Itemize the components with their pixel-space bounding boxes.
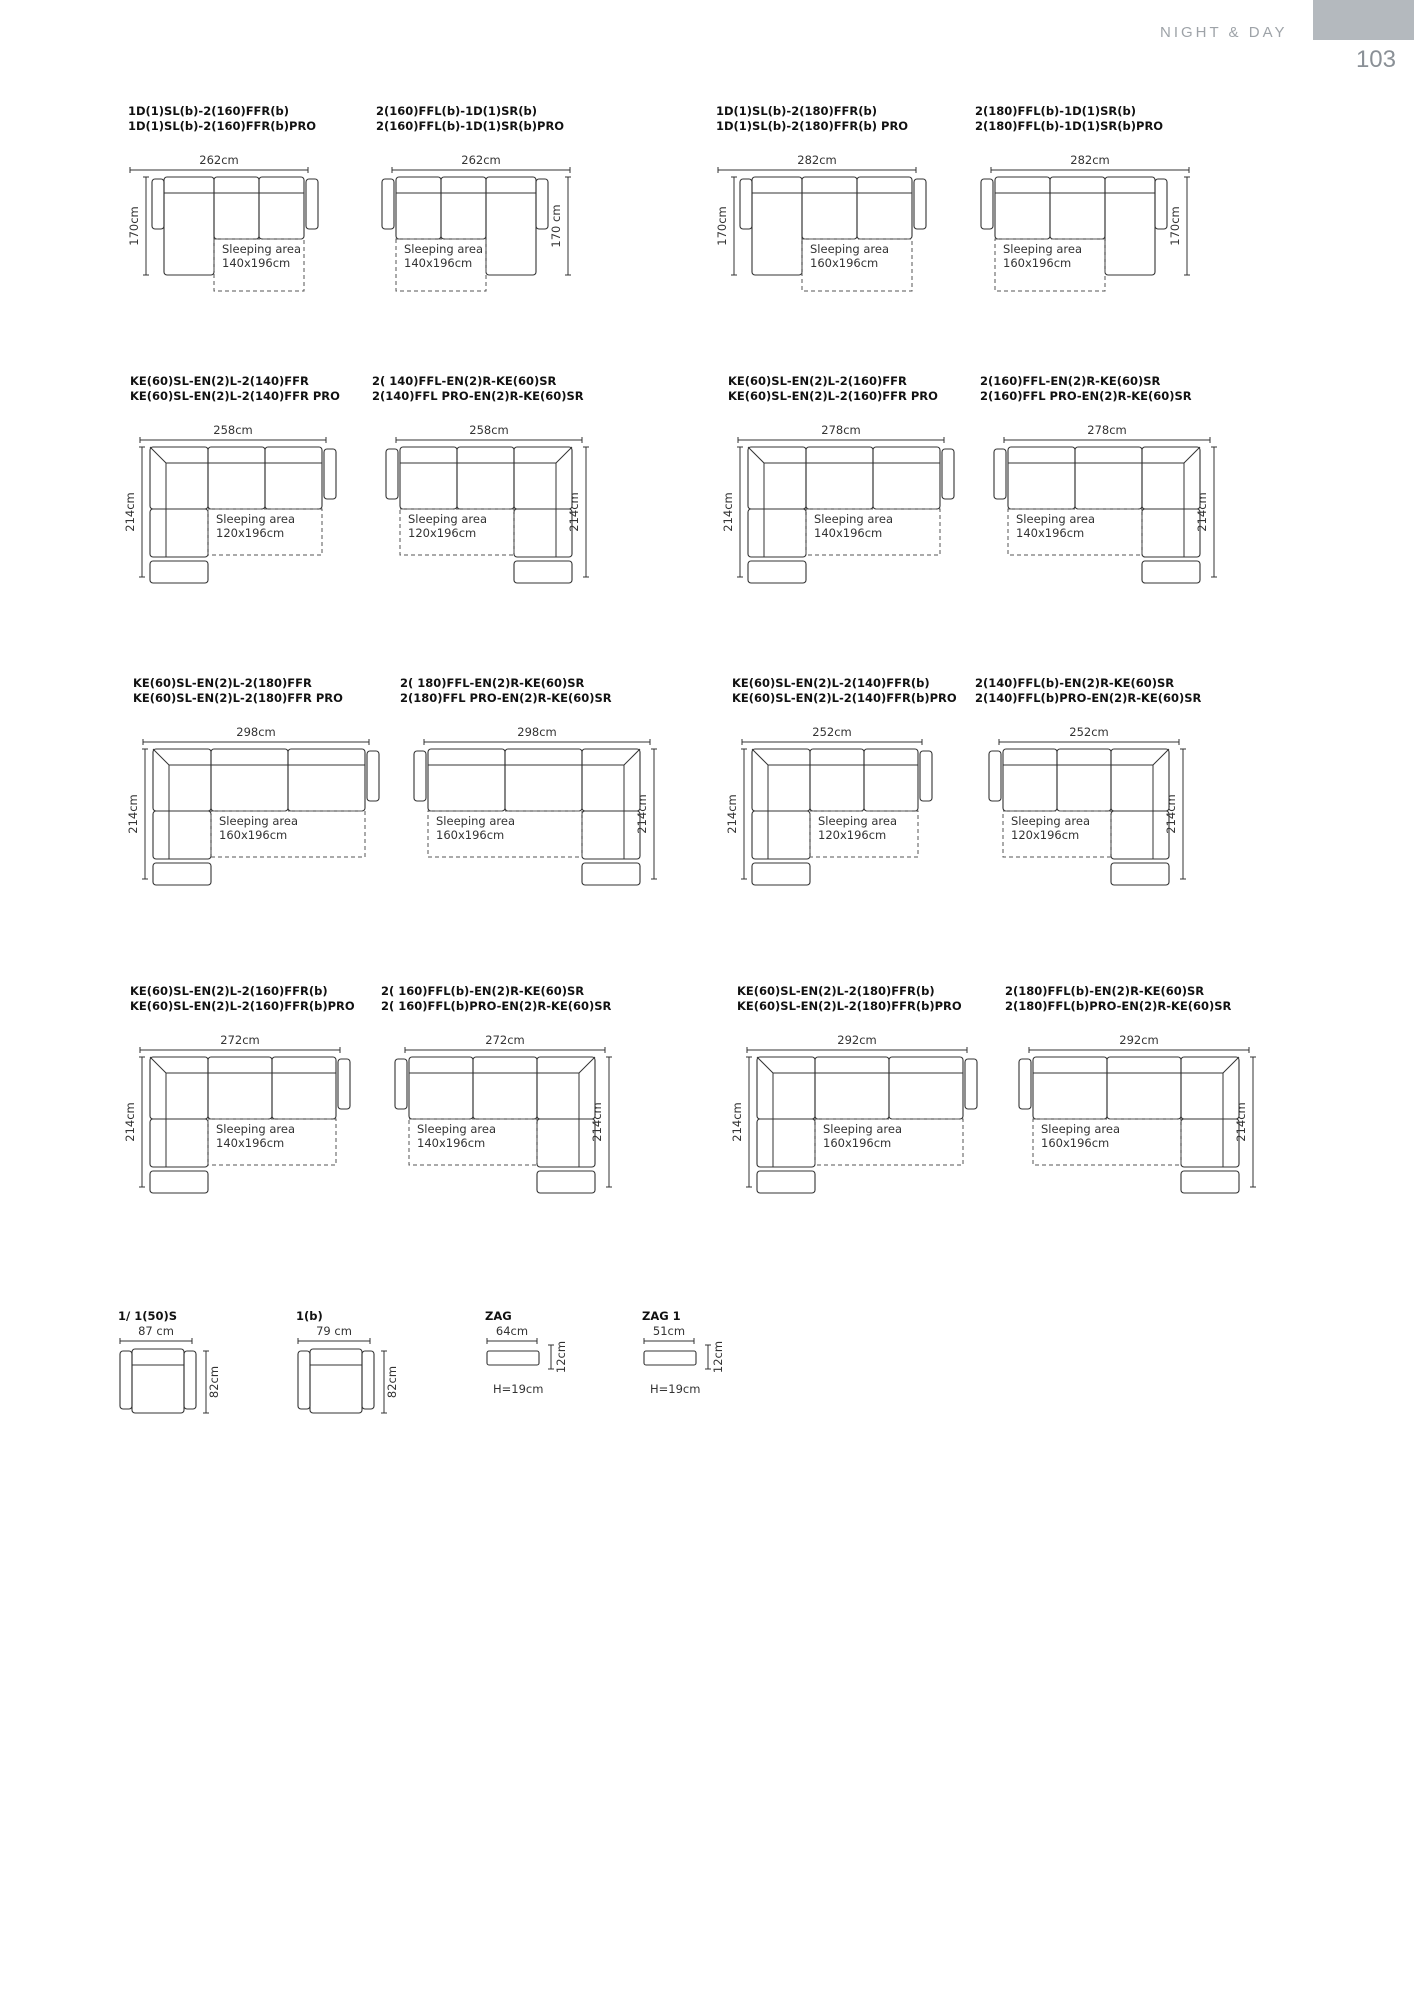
floor-plan-drawing bbox=[128, 144, 334, 294]
cushion-diagram bbox=[642, 1309, 762, 1439]
model-code-title: 1(b) bbox=[296, 1309, 323, 1323]
sofa-corner-line bbox=[752, 749, 768, 765]
sleeping-area-label: Sleeping area bbox=[1041, 1122, 1121, 1136]
model-code-title bbox=[737, 984, 962, 1014]
width-dimension-label: 252cm bbox=[812, 725, 852, 739]
sofa-seat bbox=[802, 177, 857, 239]
model-code-title bbox=[716, 104, 908, 134]
model-code-line: 2(160)FFL(b)-1D(1)SR(b) bbox=[376, 104, 538, 118]
sleeping-area-label: Sleeping area bbox=[436, 814, 516, 828]
sofa-armrest bbox=[414, 751, 426, 801]
height-dimension-label: 170cm bbox=[127, 206, 141, 246]
sleeping-area-size: 140x196cm bbox=[417, 1136, 486, 1150]
model-code-title: ZAG bbox=[485, 1309, 512, 1323]
sofa-armrest bbox=[367, 751, 379, 801]
sofa-chaise bbox=[153, 811, 211, 859]
sofa-seat bbox=[259, 177, 304, 239]
width-dimension-label: 282cm bbox=[1070, 153, 1110, 167]
model-code-line: 1D(1)SL(b)-2(180)FFR(b) bbox=[716, 104, 878, 118]
sofa-seat bbox=[995, 177, 1050, 239]
model-code-line: KE(60)SL-EN(2)L-2(140)FFR(b)PRO bbox=[732, 691, 957, 705]
sofa-diagram bbox=[1005, 984, 1248, 1184]
width-dimension-label: 278cm bbox=[1087, 423, 1127, 437]
sofa-ottoman bbox=[150, 561, 208, 583]
armchair-armrest bbox=[120, 1351, 132, 1409]
model-code-title bbox=[1005, 984, 1231, 1014]
armchair-seat bbox=[132, 1349, 184, 1413]
model-code-line: KE(60)SL-EN(2)L-2(140)FFR(b) bbox=[732, 676, 930, 690]
floor-plan-drawing bbox=[975, 716, 1199, 896]
sofa-diagram bbox=[975, 104, 1215, 304]
sofa-seat bbox=[457, 447, 514, 509]
sleeping-area-label: Sleeping area bbox=[818, 814, 898, 828]
height-dimension-label: 214cm bbox=[123, 492, 137, 532]
model-code-title: 1/ 1(50)S bbox=[118, 1309, 178, 1323]
sofa-seat bbox=[288, 749, 365, 811]
sofa-chaise bbox=[1105, 177, 1155, 275]
sofa-seat bbox=[889, 1057, 963, 1119]
width-dimension-label: 262cm bbox=[461, 153, 501, 167]
width-dimension-label: 298cm bbox=[517, 725, 557, 739]
height-dimension-label: 214cm bbox=[730, 1102, 744, 1142]
sofa-diagram bbox=[716, 104, 956, 304]
model-code-title bbox=[128, 104, 316, 134]
sofa-corner-line bbox=[150, 1057, 166, 1073]
sofa-chaise bbox=[514, 509, 572, 557]
sleeping-area-label: Sleeping area bbox=[219, 814, 299, 828]
sofa-diagram bbox=[381, 984, 621, 1184]
sofa-seat bbox=[208, 447, 265, 509]
sofa-armrest bbox=[338, 1059, 350, 1109]
sleeping-area-label: Sleeping area bbox=[408, 512, 488, 526]
sleeping-area-size: 140x196cm bbox=[216, 1136, 285, 1150]
model-code-line: KE(60)SL-EN(2)L-2(180)FFR PRO bbox=[133, 691, 343, 705]
sleeping-area-size: 160x196cm bbox=[219, 828, 288, 842]
model-code-line: KE(60)SL-EN(2)L-2(160)FFR(b) bbox=[130, 984, 328, 998]
sofa-armrest bbox=[942, 449, 954, 499]
cushion-height-note: H=19cm bbox=[650, 1382, 701, 1396]
sofa-ottoman bbox=[752, 863, 810, 885]
sofa-armrest bbox=[1019, 1059, 1031, 1109]
sofa-diagram bbox=[376, 104, 616, 304]
sofa-seat bbox=[1050, 177, 1105, 239]
model-code-title: ZAG 1 bbox=[642, 1309, 681, 1323]
width-dimension-label: 64cm bbox=[495, 1324, 529, 1338]
sofa-diagram bbox=[128, 104, 368, 304]
height-dimension-label: 214cm bbox=[567, 492, 581, 532]
sofa-diagram bbox=[400, 676, 649, 876]
height-dimension-label: 214cm bbox=[126, 794, 140, 834]
model-code-line: KE(60)SL-EN(2)L-2(160)FFR bbox=[728, 374, 907, 388]
model-code-title bbox=[376, 104, 564, 134]
sleeping-area-size: 140x196cm bbox=[222, 256, 291, 270]
height-dimension-label: 170 cm bbox=[549, 204, 563, 248]
floor-plan-drawing bbox=[126, 716, 403, 896]
sofa-chaise bbox=[752, 177, 802, 275]
model-code-line: 2(140)FFL PRO-EN(2)R-KE(60)SR bbox=[372, 389, 584, 403]
model-code-line: 2(180)FFL PRO-EN(2)R-KE(60)SR bbox=[400, 691, 612, 705]
width-dimension-label: 298cm bbox=[236, 725, 276, 739]
armchair-armrest bbox=[298, 1351, 310, 1409]
sofa-armrest bbox=[395, 1059, 407, 1109]
sofa-ottoman bbox=[1181, 1171, 1239, 1193]
model-code-title bbox=[400, 676, 612, 706]
sofa-seat bbox=[441, 177, 486, 239]
sofa-corner-line bbox=[556, 447, 572, 463]
floor-plan-drawing bbox=[400, 716, 670, 896]
sofa-chaise bbox=[752, 811, 810, 859]
model-code-title bbox=[381, 984, 611, 1014]
sleeping-area-size: 160x196cm bbox=[1041, 1136, 1110, 1150]
floor-plan-drawing bbox=[716, 144, 942, 294]
sleeping-area-label: Sleeping area bbox=[417, 1122, 497, 1136]
model-code-line: 2( 180)FFL-EN(2)R-KE(60)SR bbox=[400, 676, 585, 690]
sofa-seat bbox=[1075, 447, 1142, 509]
width-dimension-label: 278cm bbox=[821, 423, 861, 437]
width-dimension-label: 292cm bbox=[837, 1033, 877, 1047]
sofa-ottoman bbox=[514, 561, 572, 583]
sleeping-area-label: Sleeping area bbox=[222, 242, 302, 256]
sofa-chaise bbox=[164, 177, 214, 275]
floor-plan-drawing bbox=[721, 414, 978, 594]
sleeping-area-size: 140x196cm bbox=[1016, 526, 1085, 540]
model-code-title bbox=[130, 984, 355, 1014]
width-dimension-label: 262cm bbox=[199, 153, 239, 167]
sofa-seat bbox=[815, 1057, 889, 1119]
model-code-line: KE(60)SL-EN(2)L-2(140)FFR PRO bbox=[130, 389, 340, 403]
height-dimension-label: 214cm bbox=[725, 794, 739, 834]
sleeping-area-size: 120x196cm bbox=[216, 526, 285, 540]
sleeping-area-size: 160x196cm bbox=[810, 256, 879, 270]
height-dimension-label: 214cm bbox=[1195, 492, 1209, 532]
sleeping-area-size: 160x196cm bbox=[823, 1136, 892, 1150]
height-dimension-label: 214cm bbox=[635, 794, 649, 834]
sofa-armrest bbox=[536, 179, 548, 229]
floor-plan-drawing bbox=[381, 1024, 625, 1204]
model-code-line: 2( 160)FFL(b)PRO-EN(2)R-KE(60)SR bbox=[381, 999, 612, 1013]
model-code-line: 2(180)FFL(b)PRO-EN(2)R-KE(60)SR bbox=[1005, 999, 1232, 1013]
sofa-corner-line bbox=[579, 1057, 595, 1073]
sleeping-area-size: 140x196cm bbox=[404, 256, 473, 270]
width-dimension-label: 258cm bbox=[469, 423, 509, 437]
height-dimension-label: 214cm bbox=[721, 492, 735, 532]
sofa-chaise bbox=[150, 1119, 208, 1167]
height-dimension-label: 170cm bbox=[715, 206, 729, 246]
model-code-title bbox=[975, 104, 1163, 134]
sofa-seat bbox=[428, 749, 505, 811]
height-dimension-label: 214cm bbox=[123, 1102, 137, 1142]
model-code-line: 2( 140)FFL-EN(2)R-KE(60)SR bbox=[372, 374, 557, 388]
sofa-armrest bbox=[920, 751, 932, 801]
armchair-diagram bbox=[296, 1309, 416, 1439]
width-dimension-label: 252cm bbox=[1069, 725, 1109, 739]
sofa-diagram bbox=[975, 676, 1215, 876]
sofa-seat bbox=[857, 177, 912, 239]
sofa-seat bbox=[396, 177, 441, 239]
sofa-seat bbox=[873, 447, 940, 509]
floor-plan-drawing bbox=[123, 414, 360, 594]
sofa-corner-line bbox=[153, 749, 169, 765]
width-dimension-label: 87 cm bbox=[138, 1324, 174, 1338]
sofa-corner-line bbox=[748, 447, 764, 463]
model-code-title bbox=[372, 374, 584, 404]
sofa-seat bbox=[864, 749, 918, 811]
sofa-armrest bbox=[382, 179, 394, 229]
sofa-armrest bbox=[152, 179, 164, 229]
width-dimension-label: 272cm bbox=[485, 1033, 525, 1047]
sofa-seat bbox=[1057, 749, 1111, 811]
floor-plan-drawing bbox=[980, 414, 1230, 594]
sofa-armrest bbox=[981, 179, 993, 229]
sleeping-area-label: Sleeping area bbox=[814, 512, 894, 526]
sleeping-area-label: Sleeping area bbox=[1016, 512, 1096, 526]
sleeping-area-label: Sleeping area bbox=[216, 512, 296, 526]
sleeping-area-label: Sleeping area bbox=[1003, 242, 1083, 256]
floor-plan-drawing bbox=[975, 144, 1201, 294]
model-code-line: 2(180)FFL(b)-EN(2)R-KE(60)SR bbox=[1005, 984, 1205, 998]
sleeping-area-label: Sleeping area bbox=[1011, 814, 1091, 828]
model-code-line: 2(160)FFL(b)-1D(1)SR(b)PRO bbox=[376, 119, 565, 133]
model-code-line: 1D(1)SL(b)-2(160)FFR(b)PRO bbox=[128, 119, 317, 133]
model-code-line: 1D(1)SL(b)-2(180)FFR(b) PRO bbox=[716, 119, 909, 133]
sleeping-area-size: 160x196cm bbox=[436, 828, 505, 842]
sofa-armrest bbox=[1155, 179, 1167, 229]
sofa-chaise bbox=[582, 811, 640, 859]
cushion-diagram bbox=[485, 1309, 605, 1439]
sofa-chaise bbox=[1181, 1119, 1239, 1167]
floor-plan-drawing bbox=[730, 1024, 1001, 1204]
sofa-armrest bbox=[989, 751, 1001, 801]
width-dimension-label: 51cm bbox=[652, 1324, 686, 1338]
sofa-chaise bbox=[537, 1119, 595, 1167]
model-code-line: 1D(1)SL(b)-2(160)FFR(b) bbox=[128, 104, 290, 118]
sofa-armrest bbox=[386, 449, 398, 499]
brand-name: NIGHT & DAY bbox=[1160, 24, 1288, 41]
model-code-line: KE(60)SL-EN(2)L-2(180)FFR(b) bbox=[737, 984, 935, 998]
sofa-seat bbox=[214, 177, 259, 239]
floor-plan-drawing bbox=[1005, 1024, 1269, 1204]
floor-plan-drawing bbox=[376, 144, 582, 294]
sofa-diagram bbox=[725, 676, 972, 876]
cushion-outline bbox=[487, 1351, 539, 1365]
sofa-seat bbox=[810, 749, 864, 811]
model-code-line: 2(160)FFL PRO-EN(2)R-KE(60)SR bbox=[980, 389, 1192, 403]
height-dimension-label: 12cm bbox=[711, 1340, 725, 1374]
sleeping-area-size: 120x196cm bbox=[408, 526, 477, 540]
sofa-diagram bbox=[123, 374, 370, 574]
model-code-line: KE(60)SL-EN(2)L-2(140)FFR bbox=[130, 374, 309, 388]
cushion-outline bbox=[644, 1351, 696, 1365]
sofa-armrest bbox=[994, 449, 1006, 499]
sofa-ottoman bbox=[537, 1171, 595, 1193]
sofa-ottoman bbox=[1111, 863, 1169, 885]
armchair-seat bbox=[310, 1349, 362, 1413]
sofa-ottoman bbox=[1142, 561, 1200, 583]
model-code-line: 2(180)FFL(b)-1D(1)SR(b)PRO bbox=[975, 119, 1164, 133]
sofa-diagram bbox=[721, 374, 968, 574]
brand-bar bbox=[1313, 0, 1414, 40]
armchair-diagram bbox=[118, 1309, 238, 1439]
sleeping-area-label: Sleeping area bbox=[823, 1122, 903, 1136]
sofa-ottoman bbox=[153, 863, 211, 885]
sofa-corner-line bbox=[624, 749, 640, 765]
sleeping-area-label: Sleeping area bbox=[810, 242, 890, 256]
sofa-diagram bbox=[123, 984, 370, 1184]
floor-plan-drawing bbox=[123, 1024, 374, 1204]
sofa-ottoman bbox=[757, 1171, 815, 1193]
floor-plan-drawing bbox=[296, 1324, 426, 1437]
sofa-chaise bbox=[748, 509, 806, 557]
model-code-title bbox=[980, 374, 1192, 404]
floor-plan-drawing bbox=[372, 414, 602, 594]
sofa-seat bbox=[272, 1057, 336, 1119]
sofa-ottoman bbox=[150, 1171, 208, 1193]
sofa-chaise bbox=[1111, 811, 1169, 859]
sofa-chaise bbox=[486, 177, 536, 275]
model-code-line: KE(60)SL-EN(2)L-2(180)FFR bbox=[133, 676, 312, 690]
sofa-seat bbox=[473, 1057, 537, 1119]
floor-plan-drawing bbox=[642, 1324, 772, 1437]
sofa-corner-line bbox=[1184, 447, 1200, 463]
model-code-line: KE(60)SL-EN(2)L-2(160)FFR PRO bbox=[728, 389, 938, 403]
armchair-armrest bbox=[184, 1351, 196, 1409]
sofa-armrest bbox=[965, 1059, 977, 1109]
sleeping-area-size: 160x196cm bbox=[1003, 256, 1072, 270]
sleeping-area-label: Sleeping area bbox=[404, 242, 484, 256]
sofa-diagram bbox=[980, 374, 1220, 574]
sofa-armrest bbox=[914, 179, 926, 229]
sofa-armrest bbox=[306, 179, 318, 229]
sofa-chaise bbox=[150, 509, 208, 557]
sofa-armrest bbox=[740, 179, 752, 229]
floor-plan-drawing bbox=[725, 716, 956, 896]
model-code-title bbox=[728, 374, 938, 404]
sofa-seat bbox=[208, 1057, 272, 1119]
cushion-height-note: H=19cm bbox=[493, 1382, 544, 1396]
height-dimension-label: 214cm bbox=[1234, 1102, 1248, 1142]
model-code-line: 2( 160)FFL(b)-EN(2)R-KE(60)SR bbox=[381, 984, 585, 998]
sofa-ottoman bbox=[582, 863, 640, 885]
sofa-seat bbox=[409, 1057, 473, 1119]
sofa-seat bbox=[1107, 1057, 1181, 1119]
height-dimension-label: 170cm bbox=[1168, 206, 1182, 246]
sofa-seat bbox=[265, 447, 322, 509]
width-dimension-label: 282cm bbox=[797, 153, 837, 167]
height-dimension-label: 214cm bbox=[590, 1102, 604, 1142]
page-number: 103 bbox=[1355, 46, 1396, 73]
height-dimension-label: 82cm bbox=[385, 1365, 399, 1399]
sofa-seat bbox=[1033, 1057, 1107, 1119]
model-code-line: 2(160)FFL-EN(2)R-KE(60)SR bbox=[980, 374, 1161, 388]
model-code-line: 2(140)FFL(b)PRO-EN(2)R-KE(60)SR bbox=[975, 691, 1202, 705]
sofa-seat bbox=[505, 749, 582, 811]
width-dimension-label: 258cm bbox=[213, 423, 253, 437]
sofa-corner-line bbox=[1223, 1057, 1239, 1073]
model-code-line: 2(180)FFL(b)-1D(1)SR(b) bbox=[975, 104, 1137, 118]
armchair-armrest bbox=[362, 1351, 374, 1409]
sofa-seat bbox=[211, 749, 288, 811]
sleeping-area-size: 140x196cm bbox=[814, 526, 883, 540]
floor-plan-drawing bbox=[118, 1324, 248, 1437]
model-code-line: 2(140)FFL(b)-EN(2)R-KE(60)SR bbox=[975, 676, 1175, 690]
model-code-title bbox=[130, 374, 340, 404]
sofa-chaise bbox=[1142, 509, 1200, 557]
height-dimension-label: 12cm bbox=[554, 1340, 568, 1374]
model-code-line: KE(60)SL-EN(2)L-2(160)FFR(b)PRO bbox=[130, 999, 355, 1013]
sofa-diagram bbox=[730, 984, 977, 1184]
sofa-corner-line bbox=[150, 447, 166, 463]
sofa-seat bbox=[1003, 749, 1057, 811]
model-code-title bbox=[975, 676, 1201, 706]
sleeping-area-size: 120x196cm bbox=[818, 828, 887, 842]
sofa-corner-line bbox=[1153, 749, 1169, 765]
height-dimension-label: 82cm bbox=[207, 1365, 221, 1399]
model-code-title bbox=[732, 676, 957, 706]
width-dimension-label: 272cm bbox=[220, 1033, 260, 1047]
sofa-diagram bbox=[126, 676, 373, 876]
model-code-title bbox=[133, 676, 343, 706]
sofa-seat bbox=[400, 447, 457, 509]
height-dimension-label: 214cm bbox=[1164, 794, 1178, 834]
sleeping-area-size: 120x196cm bbox=[1011, 828, 1080, 842]
sofa-diagram bbox=[372, 374, 612, 574]
floor-plan-drawing bbox=[485, 1324, 615, 1437]
sofa-ottoman bbox=[748, 561, 806, 583]
sleeping-area-label: Sleeping area bbox=[216, 1122, 296, 1136]
width-dimension-label: 79 cm bbox=[316, 1324, 352, 1338]
sofa-seat bbox=[806, 447, 873, 509]
sofa-seat bbox=[1008, 447, 1075, 509]
width-dimension-label: 292cm bbox=[1119, 1033, 1159, 1047]
sofa-corner-line bbox=[757, 1057, 773, 1073]
sofa-armrest bbox=[324, 449, 336, 499]
sofa-chaise bbox=[757, 1119, 815, 1167]
model-code-line: KE(60)SL-EN(2)L-2(180)FFR(b)PRO bbox=[737, 999, 962, 1013]
